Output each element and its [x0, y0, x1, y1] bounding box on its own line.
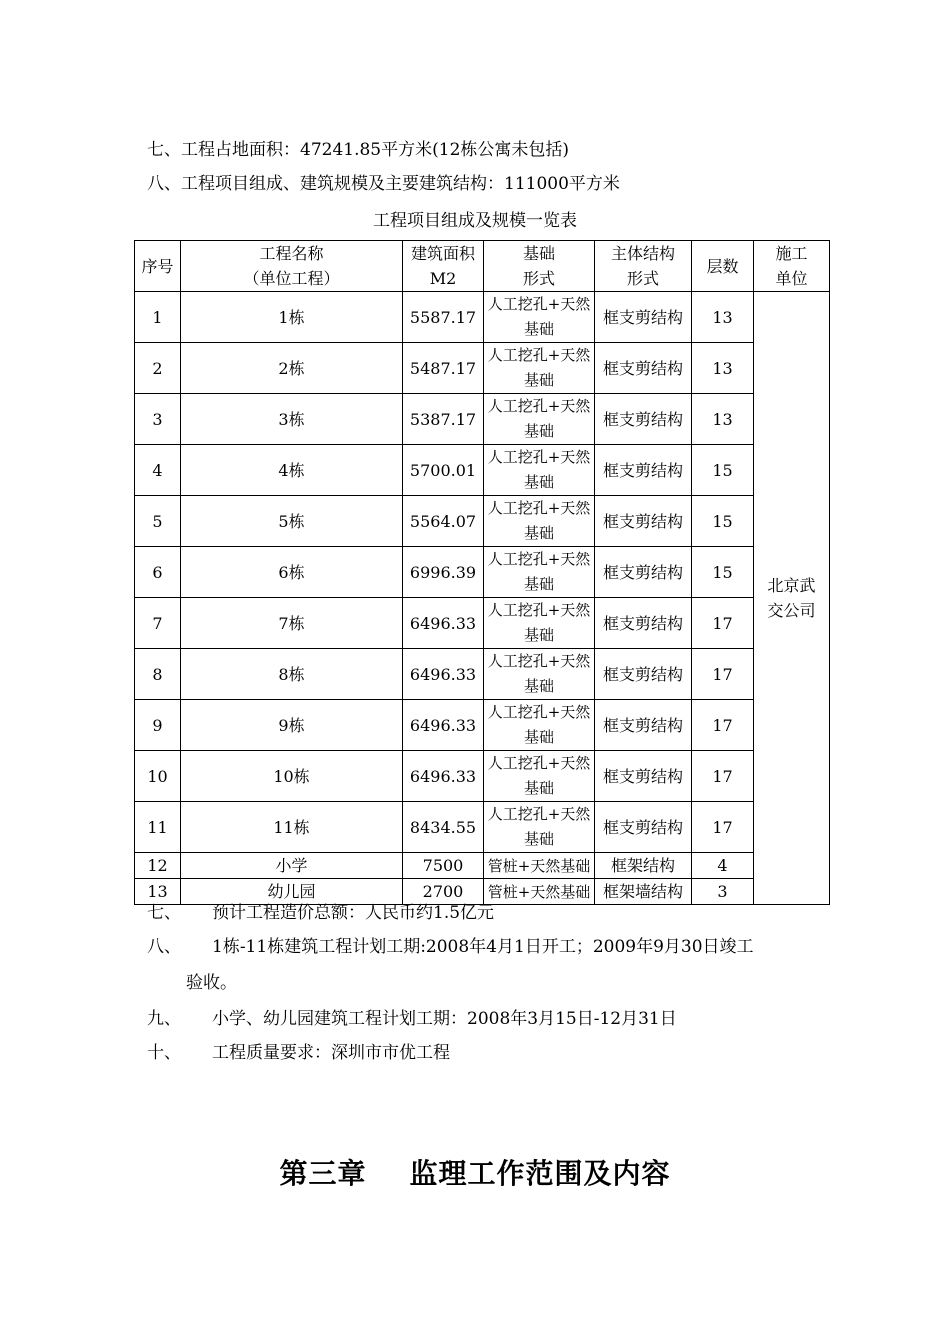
cell-seq: 9 — [135, 700, 181, 751]
item-text: 1栋-11栋建筑工程计划工期:2008年4月1日开工；2009年9月30日竣工 — [212, 937, 754, 957]
cell-structure: 框支剪结构 — [595, 649, 692, 700]
cell-floors: 13 — [692, 394, 754, 445]
table-row — [135, 700, 830, 751]
table-row — [135, 445, 830, 496]
cell-area: 8434.55 — [403, 802, 484, 853]
cell-structure: 框支剪结构 — [595, 394, 692, 445]
cell-name: 2栋 — [181, 343, 403, 394]
cell-floors: 17 — [692, 649, 754, 700]
cell-name: 幼儿园 — [181, 879, 403, 905]
table-row — [135, 751, 830, 802]
item-number: 七、 — [147, 903, 181, 923]
cell-structure: 框支剪结构 — [595, 700, 692, 751]
table-header-row — [135, 241, 830, 292]
item-8 — [147, 936, 754, 958]
cell-foundation: 人工挖孔+天然 基础 — [484, 802, 595, 853]
cell-foundation: 人工挖孔+天然 基础 — [484, 292, 595, 343]
table-row — [135, 853, 830, 879]
cell-name: 9栋 — [181, 700, 403, 751]
header-name: 工程名称 （单位工程） — [181, 241, 403, 292]
cell-seq: 2 — [135, 343, 181, 394]
header-contractor: 施工 单位 — [754, 241, 830, 292]
cell-foundation: 管桩+天然基础 — [484, 853, 595, 879]
intro-line-7: 七、工程占地面积：47241.85平方米(12栋公寓未包括) — [147, 140, 570, 160]
item-number: 八、 — [147, 937, 181, 957]
cell-seq: 3 — [135, 394, 181, 445]
item-number: 九、 — [147, 1009, 181, 1029]
header-area: 建筑面积 M2 — [403, 241, 484, 292]
cell-structure: 框支剪结构 — [595, 292, 692, 343]
cell-floors: 15 — [692, 445, 754, 496]
cell-seq: 5 — [135, 496, 181, 547]
cell-area: 6996.39 — [403, 547, 484, 598]
cell-area: 7500 — [403, 853, 484, 879]
item-number: 十、 — [147, 1043, 181, 1063]
cell-name: 5栋 — [181, 496, 403, 547]
cell-structure: 框支剪结构 — [595, 445, 692, 496]
cell-floors: 13 — [692, 343, 754, 394]
cell-floors: 17 — [692, 598, 754, 649]
cell-name: 8栋 — [181, 649, 403, 700]
cell-area: 5587.17 — [403, 292, 484, 343]
cell-area: 6496.33 — [403, 751, 484, 802]
cell-structure: 框支剪结构 — [595, 802, 692, 853]
cell-seq: 10 — [135, 751, 181, 802]
table-row — [135, 598, 830, 649]
item-text: 工程质量要求：深圳市市优工程 — [212, 1043, 450, 1063]
cell-floors: 3 — [692, 879, 754, 905]
table-row — [135, 343, 830, 394]
item-9 — [147, 1008, 677, 1030]
cell-seq: 6 — [135, 547, 181, 598]
table-row — [135, 292, 830, 343]
table-row — [135, 394, 830, 445]
cell-name: 10栋 — [181, 751, 403, 802]
header-seq: 序号 — [135, 241, 181, 292]
cell-area: 6496.33 — [403, 700, 484, 751]
item-7 — [147, 902, 494, 924]
chapter-heading: 第三章 监理工作范围及内容 — [279, 1157, 671, 1190]
cell-area: 5700.01 — [403, 445, 484, 496]
header-foundation: 基础 形式 — [484, 241, 595, 292]
cell-structure: 框架墙结构 — [595, 879, 692, 905]
cell-floors: 17 — [692, 700, 754, 751]
cell-seq: 4 — [135, 445, 181, 496]
cell-name: 4栋 — [181, 445, 403, 496]
cell-structure: 框支剪结构 — [595, 598, 692, 649]
intro-line-8: 八、工程项目组成、建筑规模及主要建筑结构：111000平方米 — [147, 174, 620, 194]
cell-structure: 框支剪结构 — [595, 547, 692, 598]
cell-area: 5387.17 — [403, 394, 484, 445]
item-text: 预计工程造价总额：人民币约1.5亿元 — [212, 903, 495, 923]
cell-name: 6栋 — [181, 547, 403, 598]
item-10 — [147, 1042, 450, 1064]
cell-area: 6496.33 — [403, 598, 484, 649]
cell-structure: 框架结构 — [595, 853, 692, 879]
cell-floors: 17 — [692, 802, 754, 853]
cell-contractor: 北京武 交公司 — [754, 292, 830, 905]
cell-structure: 框支剪结构 — [595, 343, 692, 394]
cell-floors: 17 — [692, 751, 754, 802]
table-row — [135, 802, 830, 853]
table-row — [135, 649, 830, 700]
cell-area: 5487.17 — [403, 343, 484, 394]
cell-foundation: 人工挖孔+天然 基础 — [484, 700, 595, 751]
cell-floors: 4 — [692, 853, 754, 879]
cell-seq: 13 — [135, 879, 181, 905]
cell-area: 5564.07 — [403, 496, 484, 547]
cell-foundation: 管桩+天然基础 — [484, 879, 595, 905]
cell-name: 11栋 — [181, 802, 403, 853]
project-table — [134, 240, 830, 905]
cell-name: 1栋 — [181, 292, 403, 343]
cell-floors: 15 — [692, 496, 754, 547]
cell-name: 3栋 — [181, 394, 403, 445]
table-row — [135, 547, 830, 598]
cell-foundation: 人工挖孔+天然 基础 — [484, 343, 595, 394]
table-row — [135, 496, 830, 547]
cell-foundation: 人工挖孔+天然 基础 — [484, 445, 595, 496]
cell-name: 7栋 — [181, 598, 403, 649]
cell-foundation: 人工挖孔+天然 基础 — [484, 496, 595, 547]
cell-seq: 8 — [135, 649, 181, 700]
item-8-continuation: 验收。 — [186, 973, 237, 993]
cell-foundation: 人工挖孔+天然 基础 — [484, 394, 595, 445]
cell-foundation: 人工挖孔+天然 基础 — [484, 598, 595, 649]
cell-seq: 7 — [135, 598, 181, 649]
cell-foundation: 人工挖孔+天然 基础 — [484, 751, 595, 802]
cell-area: 2700 — [403, 879, 484, 905]
cell-floors: 15 — [692, 547, 754, 598]
header-structure: 主体结构 形式 — [595, 241, 692, 292]
cell-structure: 框支剪结构 — [595, 751, 692, 802]
cell-foundation: 人工挖孔+天然 基础 — [484, 649, 595, 700]
cell-seq: 1 — [135, 292, 181, 343]
cell-name: 小学 — [181, 853, 403, 879]
cell-seq: 12 — [135, 853, 181, 879]
table-row — [135, 879, 830, 905]
cell-structure: 框支剪结构 — [595, 496, 692, 547]
cell-area: 6496.33 — [403, 649, 484, 700]
cell-foundation: 人工挖孔+天然 基础 — [484, 547, 595, 598]
cell-seq: 11 — [135, 802, 181, 853]
header-floors: 层数 — [692, 241, 754, 292]
table-caption: 工程项目组成及规模一览表 — [373, 211, 577, 231]
cell-floors: 13 — [692, 292, 754, 343]
item-text: 小学、幼儿园建筑工程计划工期：2008年3月15日-12月31日 — [212, 1009, 677, 1029]
